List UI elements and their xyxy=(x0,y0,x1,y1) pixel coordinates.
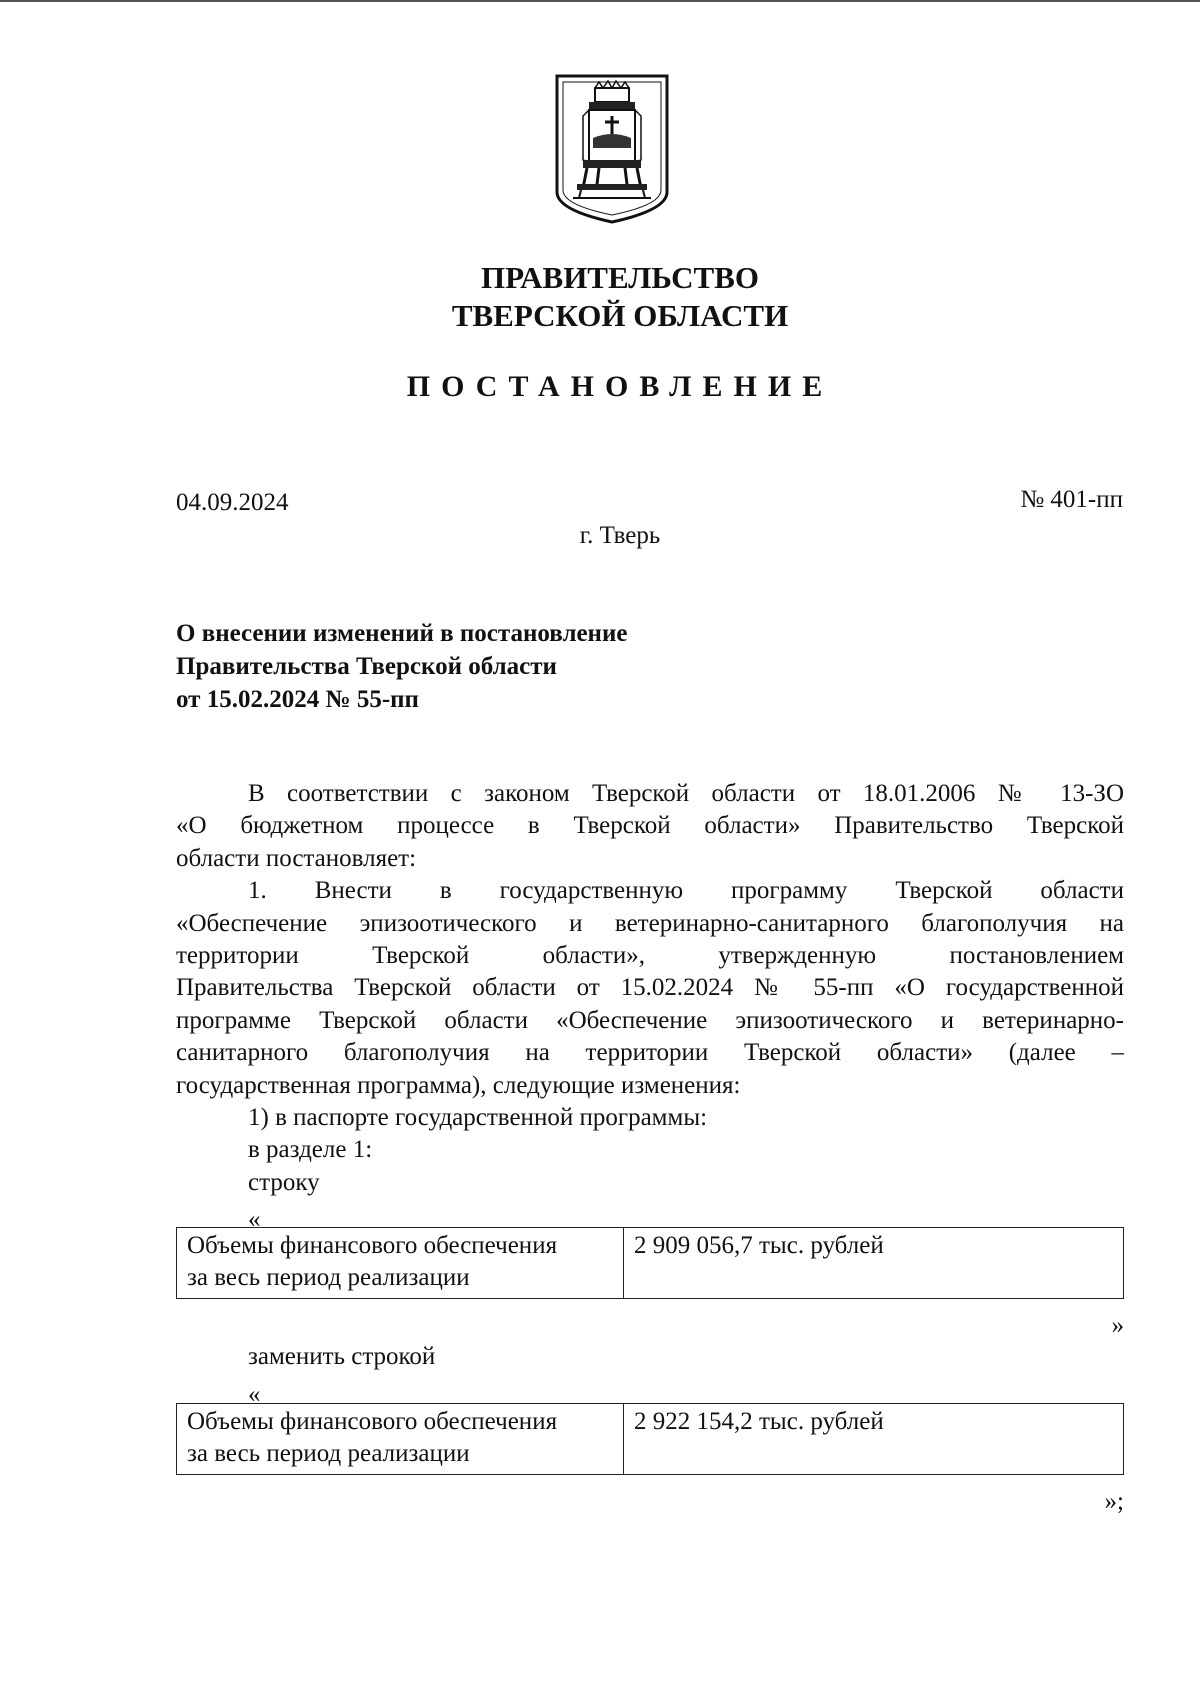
document-subject xyxy=(176,617,627,716)
table-row xyxy=(177,1404,1124,1475)
document-body xyxy=(176,778,1124,1199)
body-line: 1. Внести в государственную программу Тверской области xyxy=(248,877,1124,905)
table-cell-label xyxy=(177,1228,624,1299)
body-line: В соответствии с законом Тверской области от 18.01.2006 № 13-ЗО xyxy=(248,780,1124,807)
open-quote: « xyxy=(248,1206,261,1233)
label-line: за весь период реализации xyxy=(187,1264,470,1291)
body-line: государственная программа), следующие изменения: xyxy=(176,1071,741,1099)
scan-edge-line xyxy=(0,0,1200,2)
document-city: г. Тверь xyxy=(579,522,661,549)
document-date: 04.09.2024 xyxy=(176,489,289,516)
body-line: территории Тверской области», утвержденную постановлением xyxy=(176,941,1124,969)
table-cell-value: 2 909 056,7 тыс. рублей xyxy=(624,1228,1124,1299)
body-line: «О бюджетном процессе в Тверской области» Правительство Тверской xyxy=(176,812,1124,840)
body-line: Правительства Тверской области от 15.02.2024 № 55-пп «О государственной xyxy=(176,974,1124,1002)
label-line: Объемы финансового обеспечения xyxy=(187,1232,558,1259)
subject-line: Правительства Тверской области xyxy=(176,653,557,680)
body-line: программе Тверской области «Обеспечение эпизоотического и ветеринарно- xyxy=(176,1006,1124,1034)
old-funding-table xyxy=(176,1227,1124,1299)
body-line: области постановляет: xyxy=(176,844,417,872)
government-title-line1: ПРАВИТЕЛЬСТВО xyxy=(481,260,759,295)
body-line: строку xyxy=(248,1168,320,1196)
tver-coat-of-arms-icon xyxy=(553,72,671,224)
replace-instruction: заменить строкой xyxy=(248,1343,436,1370)
table-cell-label xyxy=(177,1404,624,1475)
body-line: в разделе 1: xyxy=(248,1136,373,1164)
body-line: санитарного благополучия на территории Тверской области» (далее – xyxy=(176,1039,1124,1067)
label-line: Объемы финансового обеспечения xyxy=(187,1408,558,1435)
table-row xyxy=(177,1228,1124,1299)
close-quote: » xyxy=(1111,1312,1124,1339)
table-cell-value: 2 922 154,2 тыс. рублей xyxy=(624,1404,1124,1475)
subject-line: О внесении изменений в постановление xyxy=(176,620,628,647)
document-number: № 401-пп xyxy=(1020,486,1123,513)
government-title-line2: ТВЕРСКОЙ ОБЛАСТИ xyxy=(451,298,789,333)
close-quote: »; xyxy=(1104,1488,1124,1515)
document-type-title: ПОСТАНОВЛЕНИЕ xyxy=(406,370,834,403)
new-funding-table xyxy=(176,1403,1124,1475)
body-line: «Обеспечение эпизоотического и ветеринарно-санитарного благополучия на xyxy=(176,909,1124,937)
subject-line: от 15.02.2024 № 55-пп xyxy=(176,686,419,713)
body-line: 1) в паспорте государственной программы: xyxy=(248,1103,708,1131)
open-quote: « xyxy=(248,1381,261,1408)
label-line: за весь период реализации xyxy=(187,1440,470,1467)
